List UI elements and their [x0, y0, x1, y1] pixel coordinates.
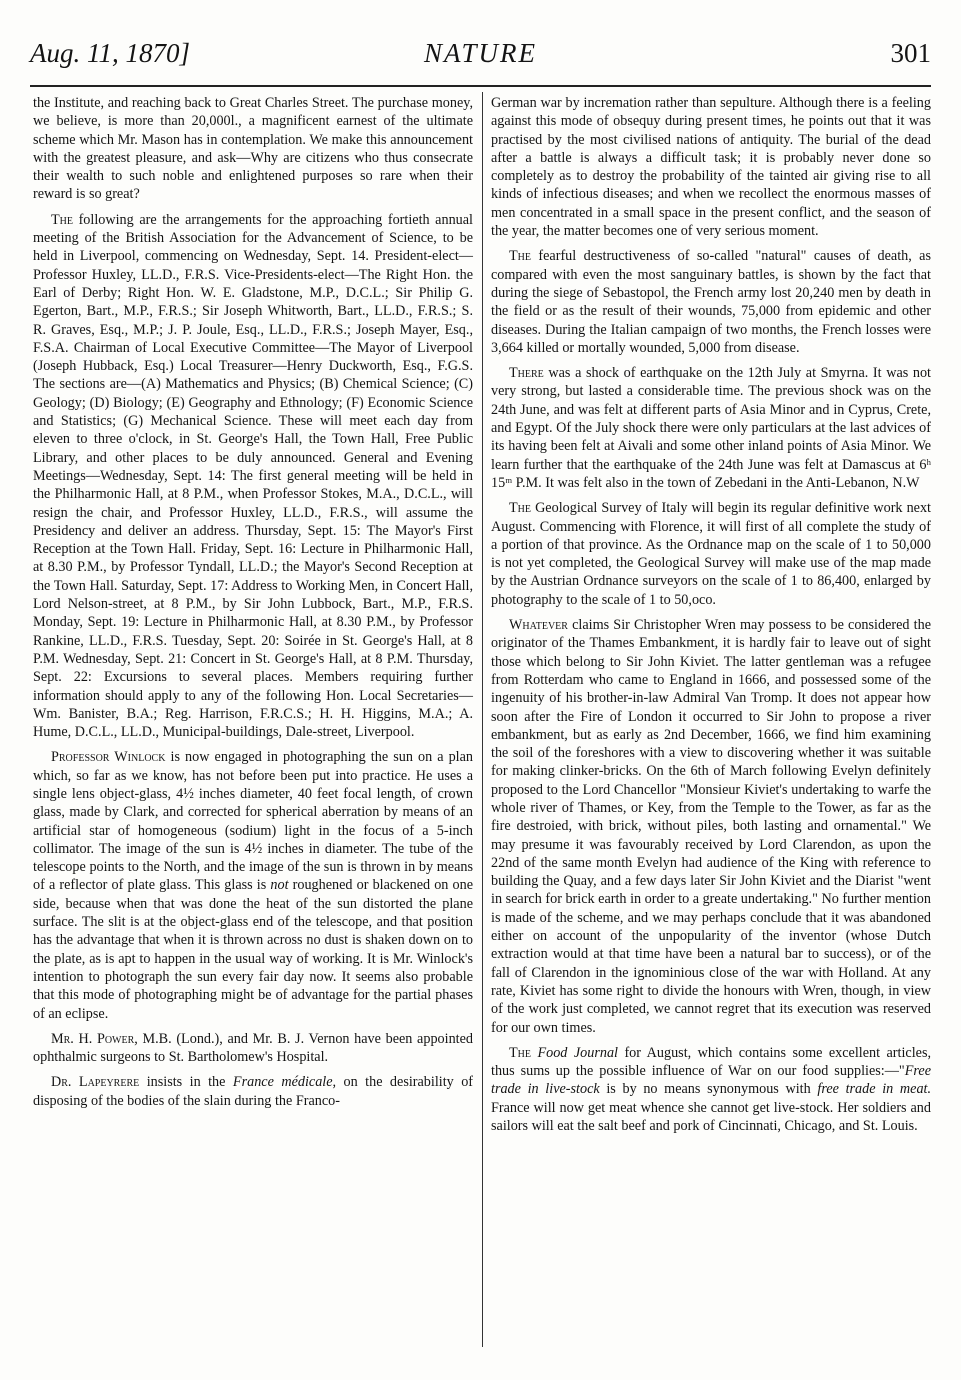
paragraph-thames-embankment: Whatever claims Sir Christopher Wren may possess to be considered the originator of the Thames Embankment, it is hardly fair to leave out of sight those which belong to Sir John Kiviet. The latter gentleman was a refugee from Rotterdam who came to England in 1666, and possessed some of the ingenuity of his brother-in-law Admiral Van Tromp. It does not appear how soon after the Fire of London it occurred to Sir John to propose a river embankment, but as early as 2nd December, 1666, we find him examining the soil of the foreshores with a view to discovering whether it was suitable for making clinker-bricks. On the 6th of March following Evelyn definitely proposed to the Lord Chancellor "Monsieur Kiviet's undertaking to warfe the whole river of Thames, or Key, from the Temple to the Tower, as far as the fire destroied, with brick, without piles, both lasting and ornamental." We may presume it was favourably received by Lord Clarendon, as upon the 22nd of the same month Evelyn had audience of the King with reference to building the Quay, and a few days later Sir John Kiviet and the Diarist "went in search for brick earth in order to a greate undertaking." No further mention is made of the scheme, and we may perhaps conclude that it was abandoned either on account of the unpopularity of the inventor (whose Dutch extraction would at that time have been a natural bar to success), or of the fall of Clarendon in the ignominious close of the war with Holland. At any rate, Kiviet has some right to divide the honours with Wren, though, in view of the work just completed, we cannot regret that its execution was reserved for our own times. [491, 617, 931, 1036]
paragraph-power-vernon: Mr. H. Power, M.B. (Lond.), and Mr. B. J. Vernon have been appointed ophthalmic surgeons to St. Bartholomew's Hospital. [33, 1030, 473, 1066]
paragraph-destructiveness: The fearful destructiveness of so-called "natural" causes of death, as compared with even the most sanguinary battles, is shown by the fact that during the siege of Sebastopol, the French army lost 20,240 men by death in the field or as the result of their wounds, 75,000 from epidemic and other diseases. During the Italian campaign of two months, the French losses were 3,664 killed or mortally wounded, 5,000 from disease. [491, 248, 931, 356]
paragraph-winlock: Professor Winlock is now engaged in photographing the sun on a plan which, so far as we know, has not before been put into practice. He uses a single lens object-glass, 4½ inches diameter, 40 feet focal length, of crown glass, made by Clark, and corrected for spherical aberration by means of an artificial star of homogeneous (sodium) light in the focus of a 5-inch collimator. The image of the sun is 4½ inches in diameter. The tube of the telescope points to the North, and the image of the sun is thrown in by means of a reflector of plate glass. This glass is not roughened or blackened on one side, because when that was done the heat of the sun distorted the plane surface. The slit is at the object-glass end of the telescope, and that position has the advantage that when it is thrown across no dust is shaken down on to the plate, as is apt to happen in the usual way of working. It is Mr. Winlock's intention to photograph the sun every fair day now. It seems also probable that this mode of photographing might be of advantage for the partial phases of an eclipse. [33, 749, 474, 1022]
journal-title: NATURE [424, 38, 537, 68]
page-number: 301 [890, 38, 931, 68]
paragraph-institute: the Institute, and reaching back to Great Charles Street. The purchase money, we believe, is more than 20,000l., a magnificent earnest of the ultimate scheme which Mr. Mason has in contemplation. We make this announcement with the greatest pleasure, and ask—Why are citizens who thus consecrate their wealth to such noble and enlightened purposes so rare when their reward is so great? [33, 95, 473, 203]
column-divider [482, 92, 483, 1347]
paragraph-lapeyrere: Dr. Lapeyrere insists in the France médicale, on the desirability of disposing of the bodies of the slain during the Franco- [33, 1074, 474, 1109]
paragraph-incremation: German war by incremation rather than sepulture. Although there is a feeling against this mode of obsequy during present times, he points out that it was practised by the most civilised nations of antiquity. The burial of the dead after a battle is always a difficult task; it is probably never done so completely as to destroy the probability of the tainted air giving rise to all kinds of infectious diseases; and when we recollect the enormous masses of men concentrated in a small space in the present conflict, and the season of the year, the matter becomes one of very serious moment. [491, 95, 931, 240]
header-rule [30, 85, 931, 87]
paragraph-food-journal: The Food Journal for August, which contains some excellent articles, thus sums up the possible influence of War on our food supplies:—"Free trade in live-stock is by no means synonymous with free trade in meat. France will now get meat whence she cannot get live-stock. Her soldiers and sailors will eat the salt beef and pork of Cincinnati, Chicago, and St. Louis. [491, 1044, 932, 1135]
page-header [30, 38, 931, 78]
left-column [33, 94, 473, 1117]
paragraph-geological-survey: The Geological Survey of Italy will begin its regular definitive work next August. Commencing with Florence, it will first of all complete the study of a portion of that province. As the Ordnance map on the scale of 1 to 50,000 is not yet completed, the Geological Survey will make use of the map made by the Austrian Ordnance surveyors on the scale of 1 to 86,400, enlarged by photography to the scale of 1 to 50,oco. [491, 500, 932, 608]
right-column [491, 94, 931, 1142]
issue-date: Aug. 11, 1870] [30, 38, 190, 68]
paragraph-earthquake: There was a shock of earthquake on the 12th July at Smyrna. It was not very strong, but lasted a considerable time. The previous shock was on the 24th June, and was felt at different parts of Asia Minor and in Cyprus, Crete, and Egypt. Of the July shock there were only particulars at the last advices of its having been felt at Aivali and some other inland points of Asia Minor. We learn further that the earthquake of the 24th June was felt at Damascus at 6ʰ 15ᵐ P.M. It was felt also in the town of Zebedani in the Anti-Lebanon, N.W [491, 365, 931, 491]
paragraph-british-association: The following are the arrangements for the approaching fortieth annual meeting of the British Association for the Advancement of Science, to be held in Liverpool, commencing on Wednesday, Sept. 14. President-elect—Professor Huxley, LL.D., F.R.S. Vice-Presidents-elect—The Right Hon. the Earl of Derby; Right Hon. W. E. Gladstone, M.P., D.C.L.; Sir Philip G. Egerton, Bart., M.P., F.R.S.; Sir Joseph Whitworth, Bart., LL.D., F.R.S.; S. R. Graves, Esq., M.P.; J. P. Joule, Esq., LL.D., F.R.S.; Joseph Mayer, Esq., F.S.A. Chairman of Local Executive Committee—The Mayor of Liverpool (Joseph Hubback, Esq.) Local Treasurer—Henry Duckworth, Esq., F.G.S. The sections are—(A) Mathematics and Physics; (B) Chemical Science; (C) Geology; (D) Biology; (E) Geography and Ethnology; (F) Economic Science and Statistics; (G) Mechanical Science. These will meet each day from eleven to three o'clock, in St. George's Hall, the Town Hall, Free Public Library, and other places to be duly announced. General and Evening Meetings—Wednesday, Sept. 14: The first general meeting will be held in the Philharmonic Hall, at 8 P.M., when Professor Stokes, M.A., D.C.L., will resign the chair, and Professor Huxley, LL.D., F.R.S., will assume the Presidency and deliver an address. Thursday, Sept. 15: The Mayor's First Reception at the Town Hall. Friday, Sept. 16: Lecture in Philharmonic Hall, at 8.30 P.M., by Professor Tyndall, LL.D.; the Mayor's Second Reception at the Town Hall. Saturday, Sept. 17: Address to Working Men, in Concert Hall, Lord Nelson-street, at 8 P.M., by Sir John Lubbock, Bart., M.P., F.R.S. Monday, Sept. 19: Lecture in Philharmonic Hall, at 8.30 P.M., by Professor Rankine, LL.D., F.R.S. Tuesday, Sept. 20: Soirée in St. George's Hall, at 8 P.M. Wednesday, Sept. 21: Concert in St. George's Hall, at 8 P.M. Thursday, Sept. 22: Excursions to several places. Members requiring further information should apply to any of the following Hon. Local Secretaries—Wm. Banister, B.A.; Reg. Harrison, F.R.C.S.; H. H. Higgins, M.A.; A. Hume, D.C.L., LL.D., Municipal-buildings, Dale-street, Liverpool. [33, 211, 473, 741]
